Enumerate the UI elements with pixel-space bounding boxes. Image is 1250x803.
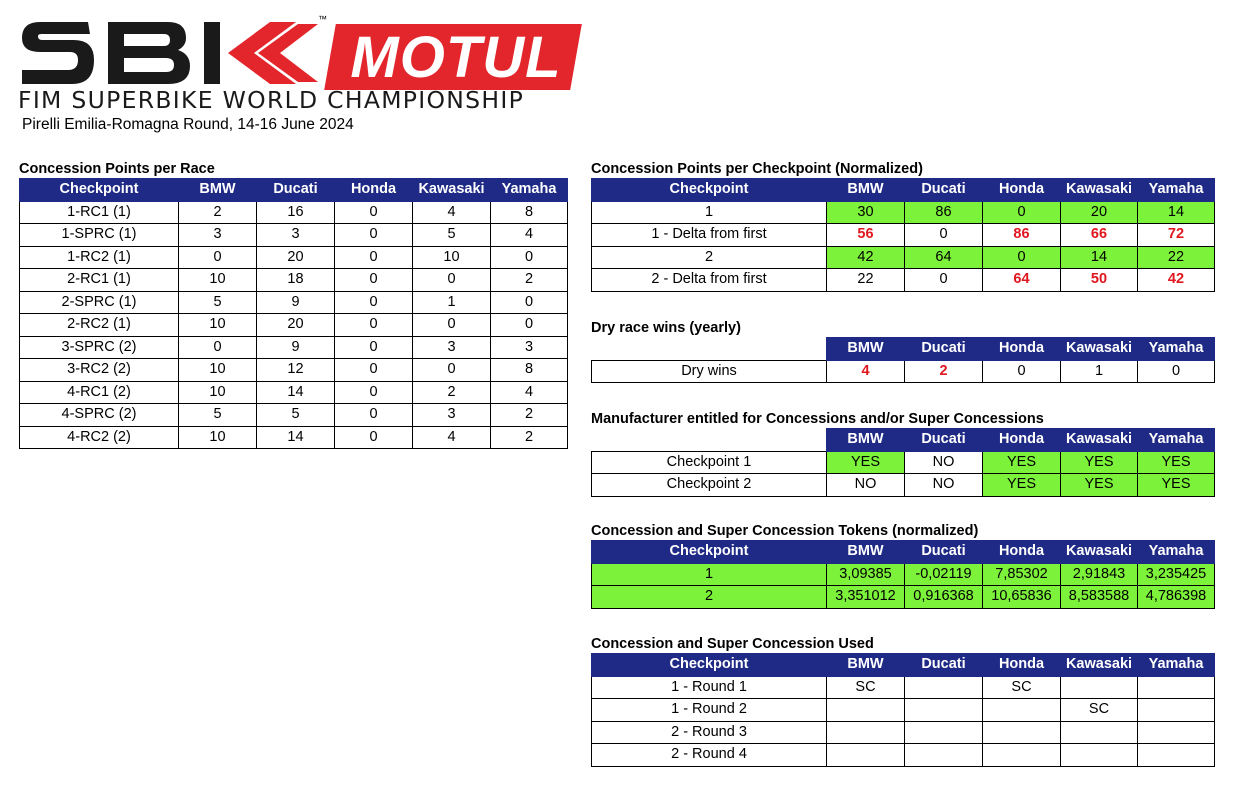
value-cell: 3 (413, 404, 491, 427)
value-cell: 4 (827, 360, 905, 383)
table-row (592, 721, 1215, 744)
column-header-honda: Honda (983, 541, 1061, 564)
value-cell: 3,09385 (827, 563, 905, 586)
value-cell (1138, 676, 1215, 699)
table-row (20, 314, 568, 337)
row-label-cell: Checkpoint 1 (592, 451, 827, 474)
table-row (592, 246, 1215, 269)
value-cell (827, 744, 905, 767)
checkpoint-points-section (591, 160, 1215, 292)
row-label-cell: 1-RC1 (1) (20, 201, 179, 224)
value-cell: 0,916368 (905, 586, 983, 609)
row-label-cell: 2 - Round 4 (592, 744, 827, 767)
race-points-title: Concession Points per Race (19, 161, 215, 177)
value-cell (905, 744, 983, 767)
value-cell (1061, 721, 1138, 744)
round-subtitle: Pirelli Emilia-Romagna Round, 14-16 June 2024 (22, 116, 354, 133)
value-cell: 0 (335, 269, 413, 292)
value-cell: 0 (983, 360, 1061, 383)
value-cell: 18 (257, 269, 335, 292)
value-cell: 3,351012 (827, 586, 905, 609)
column-header-bmw: BMW (827, 179, 905, 202)
value-cell: 10 (179, 426, 257, 449)
value-cell: 0 (335, 426, 413, 449)
row-label-cell: 2 - Delta from first (592, 269, 827, 292)
value-cell: 0 (335, 336, 413, 359)
value-cell: YES (983, 474, 1061, 497)
entitled-title: Manufacturer entitled for Concessions and/or Super Concessions (591, 411, 1044, 427)
dry-wins-table (591, 337, 1215, 383)
value-cell: 72 (1138, 224, 1215, 247)
row-label-cell: 2-SPRC (1) (20, 291, 179, 314)
value-cell: NO (827, 474, 905, 497)
dry-wins-section (591, 319, 1215, 383)
column-header-bmw: BMW (827, 338, 905, 361)
value-cell: 30 (827, 201, 905, 224)
column-header-ducati: Ducati (905, 338, 983, 361)
column-header-checkpoint: Checkpoint (20, 179, 179, 202)
column-header-ducati: Ducati (905, 179, 983, 202)
race-points-section (19, 160, 568, 449)
column-header-honda: Honda (983, 654, 1061, 677)
value-cell: YES (983, 451, 1061, 474)
table-row (592, 269, 1215, 292)
table-row (20, 246, 568, 269)
value-cell: 4 (491, 381, 568, 404)
value-cell (983, 699, 1061, 722)
column-header-kawasaki: Kawasaki (1061, 541, 1138, 564)
column-header-kawasaki: Kawasaki (1061, 179, 1138, 202)
value-cell: 1 (413, 291, 491, 314)
value-cell: -0,02119 (905, 563, 983, 586)
header-blank-cell (592, 429, 827, 452)
header-blank-cell (592, 338, 827, 361)
sbk-motul-logo (18, 14, 578, 94)
value-cell: 0 (983, 246, 1061, 269)
row-label-cell: 4-SPRC (2) (20, 404, 179, 427)
column-header-checkpoint: Checkpoint (592, 179, 827, 202)
value-cell (905, 676, 983, 699)
value-cell (983, 744, 1061, 767)
value-cell: 2 (413, 381, 491, 404)
value-cell (1138, 744, 1215, 767)
column-header-ducati: Ducati (257, 179, 335, 202)
column-header-honda: Honda (335, 179, 413, 202)
row-label-cell: 2 (592, 586, 827, 609)
value-cell: 14 (257, 381, 335, 404)
row-label-cell: Dry wins (592, 360, 827, 383)
race-points-table (19, 178, 568, 449)
checkpoint-points-title: Concession Points per Checkpoint (Normalized) (591, 161, 923, 177)
column-header-checkpoint: Checkpoint (592, 654, 827, 677)
value-cell (1061, 676, 1138, 699)
entitled-table (591, 428, 1215, 497)
value-cell (827, 721, 905, 744)
column-header-ducati: Ducati (905, 654, 983, 677)
table-row (20, 336, 568, 359)
value-cell: 14 (1138, 201, 1215, 224)
value-cell: 4,786398 (1138, 586, 1215, 609)
value-cell: 0 (905, 224, 983, 247)
value-cell: 16 (257, 201, 335, 224)
row-label-cell: 1 (592, 201, 827, 224)
table-row (592, 699, 1215, 722)
value-cell: 0 (491, 246, 568, 269)
column-header-kawasaki: Kawasaki (1061, 429, 1138, 452)
column-header-checkpoint: Checkpoint (592, 541, 827, 564)
value-cell (827, 699, 905, 722)
value-cell: YES (1061, 474, 1138, 497)
value-cell: 0 (413, 314, 491, 337)
motul-logo-text: MOTUL (350, 25, 562, 90)
value-cell: 3 (257, 224, 335, 247)
value-cell: 56 (827, 224, 905, 247)
column-header-yamaha: Yamaha (1138, 338, 1215, 361)
value-cell: YES (1138, 451, 1215, 474)
table-row (20, 201, 568, 224)
value-cell: 0 (179, 336, 257, 359)
sbk-logo-icon (18, 14, 338, 90)
table-row (592, 563, 1215, 586)
value-cell: 0 (335, 381, 413, 404)
table-row (592, 224, 1215, 247)
value-cell: NO (905, 474, 983, 497)
value-cell: 10,65836 (983, 586, 1061, 609)
table-row (20, 404, 568, 427)
value-cell: 0 (491, 314, 568, 337)
value-cell: 12 (257, 359, 335, 382)
value-cell: 0 (335, 359, 413, 382)
column-header-kawasaki: Kawasaki (1061, 338, 1138, 361)
value-cell: 3 (413, 336, 491, 359)
used-title: Concession and Super Concession Used (591, 636, 874, 652)
value-cell: 50 (1061, 269, 1138, 292)
value-cell: 20 (257, 246, 335, 269)
value-cell: SC (827, 676, 905, 699)
trademark-symbol: ™ (318, 14, 327, 24)
value-cell: 2 (179, 201, 257, 224)
value-cell: 2 (491, 426, 568, 449)
value-cell: 0 (413, 359, 491, 382)
checkpoint-points-table (591, 178, 1215, 292)
value-cell: 0 (413, 269, 491, 292)
value-cell: 86 (983, 224, 1061, 247)
value-cell: 42 (1138, 269, 1215, 292)
tokens-section (591, 522, 1215, 609)
value-cell: 10 (179, 381, 257, 404)
value-cell (905, 699, 983, 722)
value-cell (1138, 699, 1215, 722)
row-label-cell: 2-RC1 (1) (20, 269, 179, 292)
value-cell (1138, 721, 1215, 744)
value-cell: 0 (335, 291, 413, 314)
column-header-yamaha: Yamaha (1138, 179, 1215, 202)
value-cell: 42 (827, 246, 905, 269)
value-cell: 0 (179, 246, 257, 269)
column-header-ducati: Ducati (905, 541, 983, 564)
column-header-yamaha: Yamaha (1138, 429, 1215, 452)
value-cell: 5 (413, 224, 491, 247)
table-row (592, 676, 1215, 699)
column-header-bmw: BMW (827, 541, 905, 564)
value-cell (905, 721, 983, 744)
row-label-cell: 1 - Round 2 (592, 699, 827, 722)
value-cell: YES (827, 451, 905, 474)
column-header-ducati: Ducati (905, 429, 983, 452)
table-row (20, 291, 568, 314)
value-cell: 10 (179, 359, 257, 382)
column-header-honda: Honda (983, 429, 1061, 452)
column-header-yamaha: Yamaha (1138, 541, 1215, 564)
value-cell: 2 (905, 360, 983, 383)
column-header-bmw: BMW (827, 429, 905, 452)
value-cell: 9 (257, 291, 335, 314)
column-header-yamaha: Yamaha (491, 179, 568, 202)
value-cell: 0 (905, 269, 983, 292)
value-cell: 20 (1061, 201, 1138, 224)
value-cell: 0 (335, 404, 413, 427)
value-cell: 1 (1061, 360, 1138, 383)
column-header-honda: Honda (983, 179, 1061, 202)
row-label-cell: 4-RC2 (2) (20, 426, 179, 449)
table-row (592, 744, 1215, 767)
row-label-cell: 1-RC2 (1) (20, 246, 179, 269)
value-cell: 7,85302 (983, 563, 1061, 586)
value-cell: 2,91843 (1061, 563, 1138, 586)
dry-wins-title: Dry race wins (yearly) (591, 320, 741, 336)
table-row (592, 586, 1215, 609)
value-cell: 10 (179, 314, 257, 337)
table-row (20, 224, 568, 247)
value-cell: 10 (413, 246, 491, 269)
column-header-kawasaki: Kawasaki (1061, 654, 1138, 677)
value-cell: 3,235425 (1138, 563, 1215, 586)
value-cell: 64 (983, 269, 1061, 292)
table-row (20, 381, 568, 404)
value-cell: 20 (257, 314, 335, 337)
used-table (591, 653, 1215, 767)
value-cell: 66 (1061, 224, 1138, 247)
column-header-bmw: BMW (179, 179, 257, 202)
value-cell: 9 (257, 336, 335, 359)
value-cell: 0 (335, 246, 413, 269)
used-section (591, 635, 1215, 767)
value-cell: YES (1138, 474, 1215, 497)
value-cell: 5 (179, 404, 257, 427)
table-row (592, 451, 1215, 474)
column-header-kawasaki: Kawasaki (413, 179, 491, 202)
value-cell (983, 721, 1061, 744)
value-cell: 22 (1138, 246, 1215, 269)
column-header-yamaha: Yamaha (1138, 654, 1215, 677)
row-label-cell: 1 (592, 563, 827, 586)
value-cell: 5 (179, 291, 257, 314)
value-cell: 0 (335, 314, 413, 337)
row-label-cell: 2 - Round 3 (592, 721, 827, 744)
value-cell: 3 (491, 336, 568, 359)
value-cell: SC (983, 676, 1061, 699)
value-cell: 8,583588 (1061, 586, 1138, 609)
tokens-table (591, 540, 1215, 609)
row-label-cell: 2-RC2 (1) (20, 314, 179, 337)
row-label-cell: 2 (592, 246, 827, 269)
table-row (592, 474, 1215, 497)
table-row (20, 359, 568, 382)
value-cell: 4 (413, 201, 491, 224)
entitled-section (591, 410, 1215, 497)
value-cell: 10 (179, 269, 257, 292)
column-header-honda: Honda (983, 338, 1061, 361)
value-cell: 5 (257, 404, 335, 427)
value-cell: 2 (491, 269, 568, 292)
row-label-cell: Checkpoint 2 (592, 474, 827, 497)
value-cell: 0 (1138, 360, 1215, 383)
value-cell: SC (1061, 699, 1138, 722)
row-label-cell: 3-RC2 (2) (20, 359, 179, 382)
value-cell: 0 (335, 201, 413, 224)
value-cell (1061, 744, 1138, 767)
championship-title: FIM SUPERBIKE WORLD CHAMPIONSHIP (18, 86, 525, 114)
value-cell: 4 (413, 426, 491, 449)
value-cell: 0 (335, 224, 413, 247)
value-cell: 14 (257, 426, 335, 449)
value-cell: YES (1061, 451, 1138, 474)
value-cell: 64 (905, 246, 983, 269)
value-cell: 14 (1061, 246, 1138, 269)
value-cell: 8 (491, 359, 568, 382)
table-row (592, 360, 1215, 383)
value-cell: NO (905, 451, 983, 474)
tokens-title: Concession and Super Concession Tokens (normalized) (591, 523, 979, 539)
table-row (20, 426, 568, 449)
table-row (592, 201, 1215, 224)
row-label-cell: 3-SPRC (2) (20, 336, 179, 359)
row-label-cell: 1 - Round 1 (592, 676, 827, 699)
value-cell: 4 (491, 224, 568, 247)
column-header-bmw: BMW (827, 654, 905, 677)
value-cell: 22 (827, 269, 905, 292)
row-label-cell: 1 - Delta from first (592, 224, 827, 247)
value-cell: 2 (491, 404, 568, 427)
value-cell: 3 (179, 224, 257, 247)
table-row (20, 269, 568, 292)
value-cell: 0 (983, 201, 1061, 224)
value-cell: 0 (491, 291, 568, 314)
row-label-cell: 4-RC1 (2) (20, 381, 179, 404)
value-cell: 8 (491, 201, 568, 224)
value-cell: 86 (905, 201, 983, 224)
row-label-cell: 1-SPRC (1) (20, 224, 179, 247)
